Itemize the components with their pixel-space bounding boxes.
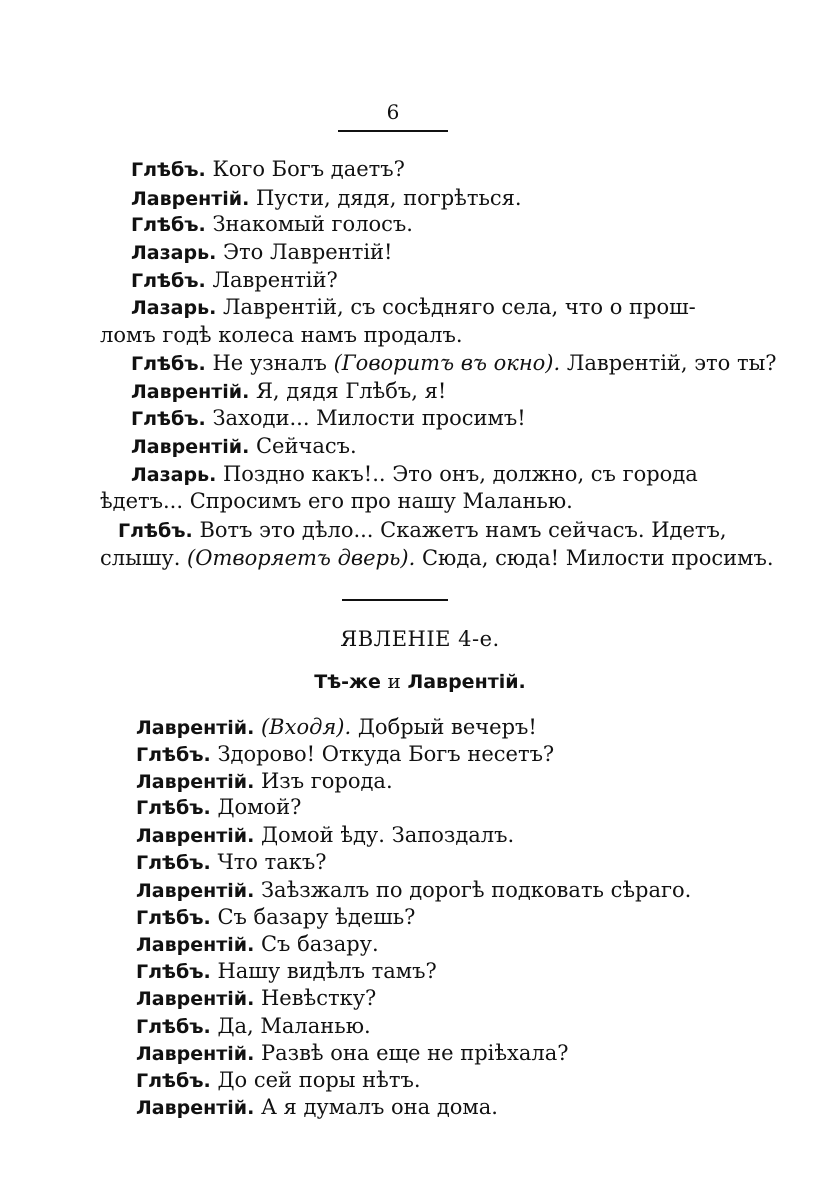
line-text: Знакомый голосъ. — [205, 212, 413, 236]
line-text: Сейчасъ. — [249, 434, 357, 458]
line-text: Лаврентій, это ты? — [560, 351, 777, 375]
dialogue-line — [131, 377, 446, 406]
dialogue-line — [136, 1039, 569, 1068]
speaker: Лаврентій. — [136, 771, 255, 793]
dialogue-line — [131, 404, 526, 433]
dialogue-line — [131, 460, 698, 489]
speaker: Лазарь. — [131, 464, 217, 486]
line-text: Пусти, дядя, погрѣться. — [249, 186, 522, 210]
line-text: ѣдетъ... Спросимъ его про нашу Маланью. — [100, 489, 573, 513]
line-text: Сюда, сюда! Милости просимъ. — [415, 546, 774, 570]
dialogue-line — [131, 155, 405, 184]
speaker: Глѣбъ. — [136, 797, 211, 819]
line-text — [254, 715, 261, 739]
dialogue-line — [136, 821, 514, 850]
line-text: Не узналъ — [205, 351, 334, 375]
dialogue-line — [131, 238, 392, 267]
page-number: 6 — [386, 100, 400, 124]
speaker: Лаврентій. — [131, 188, 250, 210]
dialogue-line — [136, 740, 554, 769]
line-text: Заходи... Милости просимъ! — [205, 406, 526, 430]
line-text: Что такъ? — [210, 850, 327, 874]
dialogue-line — [136, 713, 537, 742]
speaker: Лаврентій. — [131, 381, 250, 403]
line-text: Домой ѣду. Запоздалъ. — [254, 823, 515, 847]
dialogue-line — [131, 293, 696, 322]
line-text: Здорово! Откуда Богъ несетъ? — [210, 742, 555, 766]
cast-name: Лаврентій. — [407, 671, 526, 693]
dialogue-line — [136, 903, 415, 932]
dialogue-line — [136, 1093, 498, 1122]
line-text: Я, дядя Глѣбъ, я! — [249, 379, 447, 403]
speaker: Лаврентій. — [131, 436, 250, 458]
dialogue-line — [131, 184, 522, 213]
speaker: Лаврентій. — [136, 988, 255, 1010]
dialogue-line — [136, 984, 376, 1013]
line-text: Съ базару. — [254, 932, 379, 956]
dialogue-line — [136, 767, 393, 796]
dialogue-line — [131, 349, 777, 378]
line-text: Кого Богъ даетъ? — [205, 157, 405, 181]
speaker: Лаврентій. — [136, 1043, 255, 1065]
dialogue-line — [131, 210, 413, 239]
line-text: Добрый вечеръ! — [351, 715, 537, 739]
line-text: Лаврентій, съ сосѣдняго села, что о прош- — [216, 295, 696, 319]
speaker: Глѣбъ. — [136, 744, 211, 766]
cast-conjunction: и — [387, 669, 401, 693]
speaker: Лаврентій. — [136, 1097, 255, 1119]
line-text: Это Лаврентій! — [216, 240, 393, 264]
dialogue-line — [136, 930, 379, 959]
speaker: Лаврентій. — [136, 880, 255, 902]
speaker: Глѣбъ. — [118, 520, 193, 542]
stage-direction: (Отворяетъ дверь). — [187, 546, 416, 570]
dialogue-line — [136, 1066, 421, 1095]
dialogue-line — [100, 487, 573, 515]
line-text: Развѣ она еще не пріѣхала? — [254, 1041, 569, 1065]
dialogue-line — [136, 957, 437, 986]
dialogue-line — [131, 432, 357, 461]
speaker: Глѣбъ. — [136, 907, 211, 929]
line-text: слышу. — [100, 546, 188, 570]
line-text: Домой? — [210, 795, 302, 819]
section-divider — [342, 599, 448, 601]
line-text: Нашу видѣлъ тамъ? — [210, 959, 437, 983]
dialogue-line — [136, 876, 691, 905]
scene-cast — [0, 669, 840, 693]
speaker: Глѣбъ. — [136, 1016, 211, 1038]
dialogue-line — [136, 1012, 371, 1041]
stage-direction: (Говоритъ въ окно). — [333, 351, 561, 375]
speaker: Лазарь. — [131, 297, 217, 319]
dialogue-line — [100, 544, 774, 572]
speaker: Лаврентій. — [136, 825, 255, 847]
speaker: Глѣбъ. — [131, 214, 206, 236]
line-text: До сей поры нѣтъ. — [210, 1068, 421, 1092]
line-text: Вотъ это дѣло... Скажетъ намъ сейчасъ. Идетъ, — [192, 518, 727, 542]
scene-title: ЯВЛЕНІЕ 4-е. — [340, 627, 500, 651]
dialogue-line — [100, 321, 463, 349]
speaker: Глѣбъ. — [131, 270, 206, 292]
line-text: Заѣзжалъ по дорогѣ подковать сѣраго. — [254, 878, 692, 902]
stage-direction: (Входя). — [260, 715, 352, 739]
line-text: Поздно какъ!.. Это онъ, должно, съ города — [216, 462, 698, 486]
line-text: Невѣстку? — [254, 986, 377, 1010]
speaker: Лазарь. — [131, 242, 217, 264]
line-text: Съ базару ѣдешь? — [210, 905, 416, 929]
dialogue-line — [136, 793, 301, 822]
speaker: Глѣбъ. — [136, 1070, 211, 1092]
speaker: Глѣбъ. — [136, 961, 211, 983]
dialogue-line — [136, 848, 327, 877]
dialogue-line — [118, 516, 727, 545]
line-text: Изъ города. — [254, 769, 393, 793]
line-text: ломъ годѣ колеса намъ продалъ. — [100, 323, 463, 347]
speaker: Глѣбъ. — [131, 159, 206, 181]
line-text: Да, Маланью. — [210, 1014, 371, 1038]
header-rule — [338, 130, 448, 132]
speaker: Глѣбъ. — [131, 353, 206, 375]
dialogue-line — [131, 266, 338, 295]
line-text: А я думалъ она дома. — [254, 1095, 498, 1119]
line-text: Лаврентій? — [205, 268, 338, 292]
speaker: Лаврентій. — [136, 717, 255, 739]
cast-name: Тѣ-же — [314, 671, 381, 693]
speaker: Глѣбъ. — [131, 408, 206, 430]
speaker: Глѣбъ. — [136, 852, 211, 874]
speaker: Лаврентій. — [136, 934, 255, 956]
